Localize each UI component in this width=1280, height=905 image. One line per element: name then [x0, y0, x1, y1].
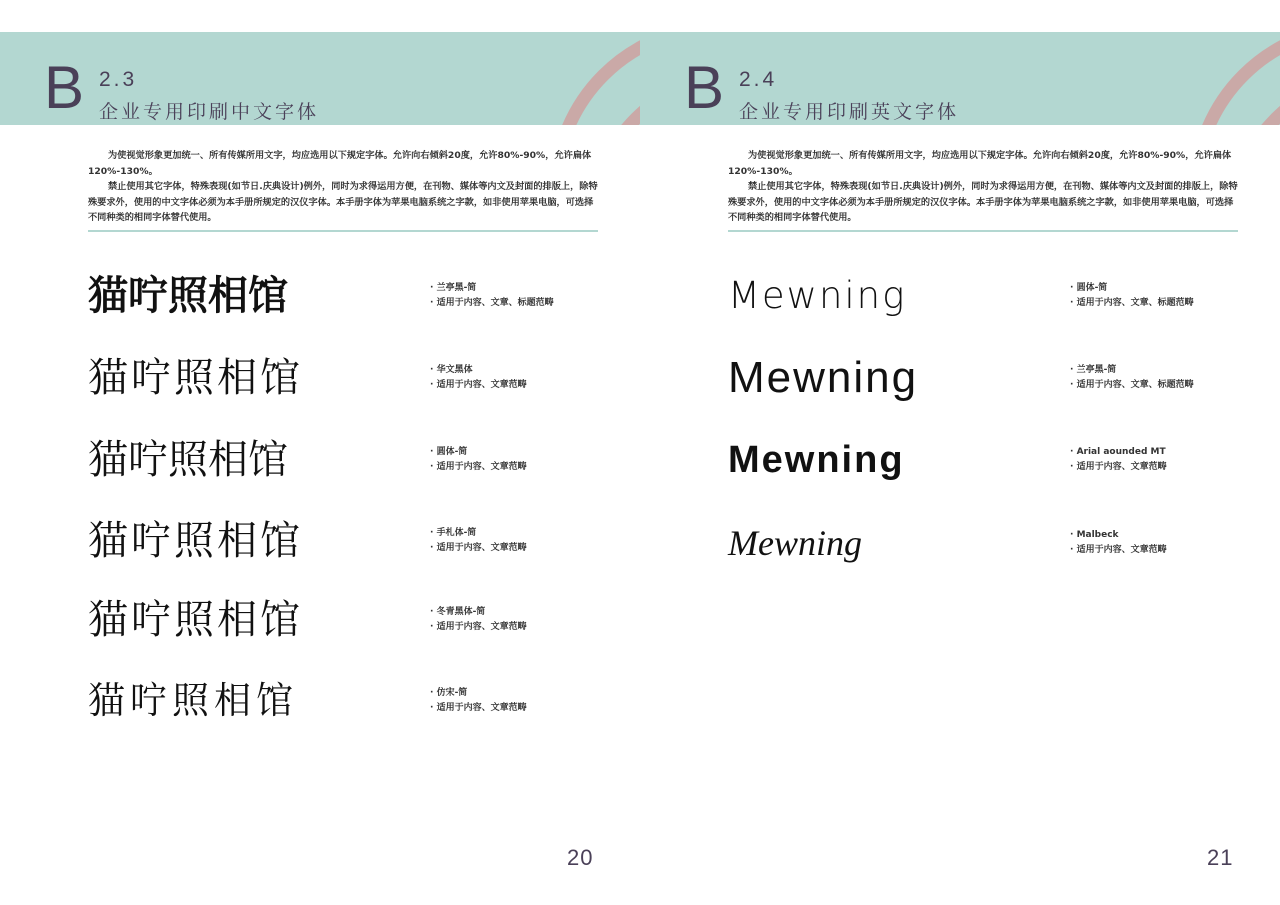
font-usage: · 适用于内容、文章、标题范畴	[1070, 378, 1194, 393]
font-sample-row	[728, 513, 1248, 573]
divider	[728, 230, 1238, 232]
font-name: · 手札体-简	[430, 526, 527, 541]
font-name: · Arial aounded MT	[1070, 445, 1167, 460]
font-sample: Mewning	[728, 274, 907, 317]
section-letter: B	[684, 54, 725, 121]
page-number: 21	[1207, 845, 1234, 870]
font-sample: 猫咛照相馆	[88, 355, 303, 401]
font-sample: Mewning	[728, 353, 919, 402]
font-sample: 猫咛照相馆	[88, 273, 288, 319]
font-sample-row	[88, 590, 608, 650]
page-right	[640, 0, 1280, 905]
font-name: · Malbeck	[1070, 528, 1167, 543]
intro-text	[728, 148, 1240, 226]
section-letter: B	[44, 54, 85, 121]
font-sample-row	[728, 266, 1248, 326]
section-number: 2.4	[739, 68, 778, 91]
font-sample: 猫咛照相馆	[88, 679, 298, 722]
page-number: 20	[567, 845, 594, 870]
font-usage: · 适用于内容、文章范畴	[430, 378, 527, 393]
intro-text	[88, 148, 600, 226]
font-name: · 冬青黑体-简	[430, 605, 527, 620]
font-sample-row	[88, 266, 608, 326]
font-sample: Mewning	[728, 523, 862, 563]
font-name: · 兰亭黑-简	[430, 281, 554, 296]
font-usage: · 适用于内容、文章、标题范畴	[430, 296, 554, 311]
font-sample-row	[88, 511, 608, 571]
font-sample: Mewning	[728, 439, 905, 481]
font-sample: 猫咛照相馆	[88, 437, 288, 483]
font-name: · 圆体-简	[430, 445, 527, 460]
font-sample-row	[728, 348, 1248, 408]
font-name: · 仿宋-简	[430, 686, 527, 701]
font-sample-row	[728, 430, 1248, 490]
decorative-arcs	[0, 32, 640, 125]
header-band	[0, 32, 640, 125]
font-usage: · 适用于内容、文章、标题范畴	[1070, 296, 1194, 311]
font-usage: · 适用于内容、文章范畴	[430, 620, 527, 635]
section-title: 企业专用印刷中文字体	[99, 101, 320, 123]
font-name: · 圆体-简	[1070, 281, 1194, 296]
section-title: 企业专用印刷英文字体	[739, 101, 960, 123]
font-usage: · 适用于内容、文章范畴	[430, 701, 527, 716]
font-name: · 兰亭黑-简	[1070, 363, 1194, 378]
font-sample: 猫咛照相馆	[88, 597, 303, 643]
header-band	[640, 32, 1280, 125]
font-usage: · 适用于内容、文章范畴	[1070, 543, 1167, 558]
decorative-arcs	[640, 32, 1280, 125]
font-sample-row	[88, 430, 608, 490]
paragraph: 禁止使用其它字体，特殊表现(如节日.庆典设计)例外，同时为求得运用方便，在刊物、媒体等内文及封面的排版上，除特殊要求外，使用的中文字体必须为本手册所规定的汉仪字体。本手册字体为苹果电脑系统之字款，如非使用苹果电脑，可选择不同种类的相同字体替代使用。	[728, 181, 1238, 223]
font-sample-row	[88, 348, 608, 408]
font-sample: 猫咛照相馆	[88, 518, 303, 564]
paragraph: 为使视觉形象更加统一、所有传媒所用文字，均应选用以下规定字体。允许向右倾斜20度，允许80%-90%，允许扁体120%-130%。	[88, 150, 592, 177]
paragraph: 为使视觉形象更加统一、所有传媒所用文字，均应选用以下规定字体。允许向右倾斜20度，允许80%-90%，允许扁体120%-130%。	[728, 150, 1232, 177]
font-sample-row	[88, 671, 608, 731]
divider	[88, 230, 598, 232]
font-usage: · 适用于内容、文章范畴	[1070, 460, 1167, 475]
font-name: · 华文黑体	[430, 363, 527, 378]
paragraph: 禁止使用其它字体，特殊表现(如节日.庆典设计)例外，同时为求得运用方便，在刊物、媒体等内文及封面的排版上，除特殊要求外，使用的中文字体必须为本手册所规定的汉仪字体。本手册字体为苹果电脑系统之字款，如非使用苹果电脑，可选择不同种类的相同字体替代使用。	[88, 181, 598, 223]
section-number: 2.3	[99, 68, 138, 91]
font-usage: · 适用于内容、文章范畴	[430, 460, 527, 475]
font-usage: · 适用于内容、文章范畴	[430, 541, 527, 556]
